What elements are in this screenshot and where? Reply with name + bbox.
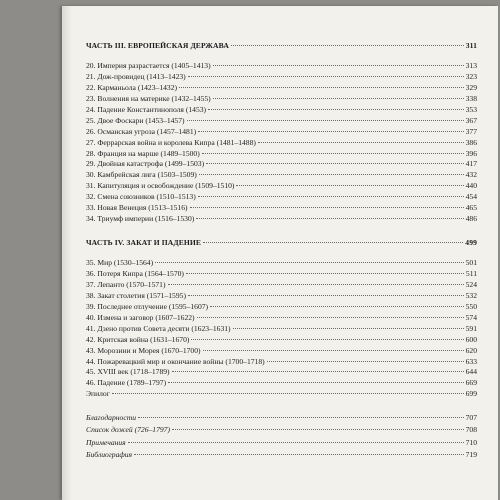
page-number: 486 — [465, 214, 477, 224]
entry-title: 22. Карманьола (1423–1432) — [86, 82, 178, 92]
toc-entry — [86, 367, 477, 378]
entry-title: Эпилог — [86, 389, 110, 399]
entry-title: 33. Новая Венеция (1513–1516) — [86, 203, 188, 213]
entry-title: 45. XVIII век (1718–1789) — [86, 367, 170, 377]
toc-entry — [86, 346, 477, 357]
entry-title: 26. Османская угроза (1457–1481) — [86, 126, 197, 136]
page-number: 465 — [465, 203, 477, 213]
part3-entries — [86, 61, 477, 225]
page-number: 417 — [465, 159, 477, 169]
page-number: 719 — [465, 449, 477, 459]
entry-title: 44. Пожаревацкий мир и окончание войны (1700–1718) — [86, 356, 265, 366]
toc-entry — [86, 72, 477, 83]
page-number: 338 — [465, 93, 477, 103]
table-of-contents — [86, 40, 477, 461]
toc-entry — [86, 424, 477, 436]
toc-entry — [86, 335, 477, 346]
leader-dots — [198, 196, 464, 197]
entry-title: 20. Империя разрастается (1405–1413) — [86, 61, 211, 70]
toc-entry — [86, 313, 477, 324]
toc-entry — [86, 138, 477, 149]
toc-entry — [86, 280, 477, 291]
entry-title: 25. Двое Фоскари (1453–1457) — [86, 115, 185, 125]
page-number: 620 — [465, 345, 477, 355]
toc-entry — [86, 291, 477, 302]
leader-dots — [203, 350, 464, 351]
toc-entry — [86, 170, 477, 181]
entry-title: 35. Мир (1530–1564) — [86, 258, 154, 268]
entry-title: 38. Закат столетия (1571–1595) — [86, 290, 186, 300]
page-number: 644 — [465, 367, 477, 377]
leader-dots — [233, 328, 464, 329]
leader-dots — [258, 142, 464, 143]
page-number: 699 — [465, 389, 477, 399]
entry-title: Благодарности — [86, 413, 136, 423]
page-number: 377 — [465, 126, 477, 136]
toc-entry — [86, 116, 477, 127]
page-number: 499 — [465, 238, 477, 248]
toc-entry — [86, 214, 477, 225]
page-number: 511 — [465, 269, 477, 278]
entry-title: 29. Двойная катастрофа (1499–1503) — [86, 159, 205, 169]
entry-title: 30. Камбрейская лига (1503–1509) — [86, 170, 197, 180]
page-number: 323 — [465, 71, 477, 81]
leader-dots — [190, 207, 464, 208]
part-title: ЧАСТЬ IV. ЗАКАТ И ПАДЕНИЕ — [86, 238, 202, 248]
page-number: 367 — [465, 115, 477, 125]
entry-title: 41. Дзено против Совета десяти (1623–1631) — [86, 323, 231, 333]
leader-dots — [213, 98, 464, 99]
toc-entry — [86, 302, 477, 313]
leader-dots — [231, 45, 464, 46]
toc-entry — [86, 192, 477, 203]
toc-entry — [86, 412, 477, 424]
page-number: 353 — [465, 104, 477, 114]
leader-dots — [213, 65, 464, 66]
leader-dots — [172, 429, 464, 430]
leader-dots — [134, 454, 464, 455]
page-number: 386 — [465, 137, 477, 147]
entry-title: 23. Волнения на материке (1432–1455) — [86, 93, 211, 103]
toc-entry — [86, 269, 477, 280]
page-number: 708 — [465, 425, 477, 435]
leader-dots — [210, 306, 464, 307]
entry-title: 36. Потеря Кипра (1564–1570) — [86, 269, 184, 278]
entry-title: 31. Капитуляция и освобождение (1509–1510) — [86, 181, 235, 191]
toc-entry — [86, 449, 477, 461]
page-number: 313 — [465, 61, 477, 70]
toc-entry — [86, 149, 477, 160]
leader-dots — [197, 317, 464, 318]
entry-title: 46. Падение (1789–1797) — [86, 378, 167, 388]
entry-title: 40. Измена и заговор (1607–1622) — [86, 312, 195, 322]
leader-dots — [199, 174, 464, 175]
toc-entry — [86, 378, 477, 389]
page-number: 396 — [465, 148, 477, 158]
page-number: 707 — [465, 413, 477, 423]
page-number: 591 — [465, 323, 477, 333]
part-title: ЧАСТЬ III. ЕВРОПЕЙСКАЯ ДЕРЖАВА — [86, 41, 229, 50]
page-number: 311 — [465, 41, 477, 50]
backmatter-entries — [86, 412, 477, 461]
page-number: 432 — [465, 170, 477, 180]
leader-dots — [188, 295, 464, 296]
page-number: 600 — [465, 334, 477, 344]
leader-dots — [198, 131, 463, 132]
leader-dots — [138, 417, 464, 418]
page-number: 524 — [465, 279, 477, 289]
toc-entry — [86, 324, 477, 335]
leader-dots — [188, 76, 464, 77]
leader-dots — [191, 339, 463, 340]
entry-title: 37. Лепанто (1570–1571) — [86, 279, 166, 289]
toc-entry — [86, 357, 477, 368]
part-heading-4 — [86, 237, 477, 249]
leader-dots — [187, 120, 464, 121]
toc-entry — [86, 61, 477, 72]
page-number: 633 — [465, 356, 477, 366]
leader-dots — [168, 284, 464, 285]
leader-dots — [236, 185, 463, 186]
leader-dots — [186, 273, 464, 274]
toc-entry — [86, 105, 477, 116]
leader-dots — [172, 371, 464, 372]
leader-dots — [128, 442, 464, 443]
toc-entry-epilogue — [86, 389, 477, 400]
entry-title: 39. Последнее отлучение (1595–1607) — [86, 301, 209, 311]
part-heading-3 — [86, 40, 477, 52]
leader-dots — [208, 109, 464, 110]
toc-entry — [86, 127, 477, 138]
leader-dots — [267, 361, 464, 362]
leader-dots — [179, 87, 464, 88]
entry-title: Библиография — [86, 449, 133, 459]
leader-dots — [202, 153, 464, 154]
leader-dots — [155, 262, 463, 263]
page-number: 669 — [465, 378, 477, 388]
toc-entry — [86, 94, 477, 105]
page-number: 574 — [465, 312, 477, 322]
entry-title: 32. Смена союзников (1510–1513) — [86, 192, 196, 202]
toc-entry — [86, 258, 477, 269]
entry-title: 34. Триумф империи (1516–1530) — [86, 214, 195, 224]
toc-entry — [86, 181, 477, 192]
toc-entry — [86, 83, 477, 94]
entry-title: 24. Падение Константинополя (1453) — [86, 104, 207, 114]
entry-title: Примечания — [86, 437, 126, 447]
page-number: 550 — [465, 301, 477, 311]
page-number: 454 — [465, 192, 477, 202]
leader-dots — [112, 393, 464, 394]
toc-entry — [86, 203, 477, 214]
leader-dots — [168, 382, 464, 383]
page-number: 532 — [465, 290, 477, 300]
part4-entries — [86, 258, 477, 400]
entry-title: 43. Морозини и Морея (1670–1700) — [86, 345, 201, 355]
page-number: 501 — [465, 258, 477, 268]
entry-title: 28. Франция на марше (1489–1500) — [86, 148, 200, 158]
page-number: 329 — [465, 82, 477, 92]
entry-title: 27. Феррарская война и королева Кипра (1481–1488) — [86, 137, 256, 147]
page-number: 440 — [465, 181, 477, 191]
leader-dots — [206, 163, 463, 164]
entry-title: 42. Критская война (1631–1670) — [86, 334, 190, 344]
book-page — [62, 6, 498, 500]
page-number: 710 — [465, 437, 477, 447]
toc-entry — [86, 437, 477, 449]
entry-title: 21. Дож-провидец (1413–1423) — [86, 71, 186, 81]
entry-title: Список дожей (726–1797) — [86, 425, 170, 435]
leader-dots — [196, 218, 463, 219]
toc-entry — [86, 159, 477, 170]
leader-dots — [203, 242, 463, 243]
